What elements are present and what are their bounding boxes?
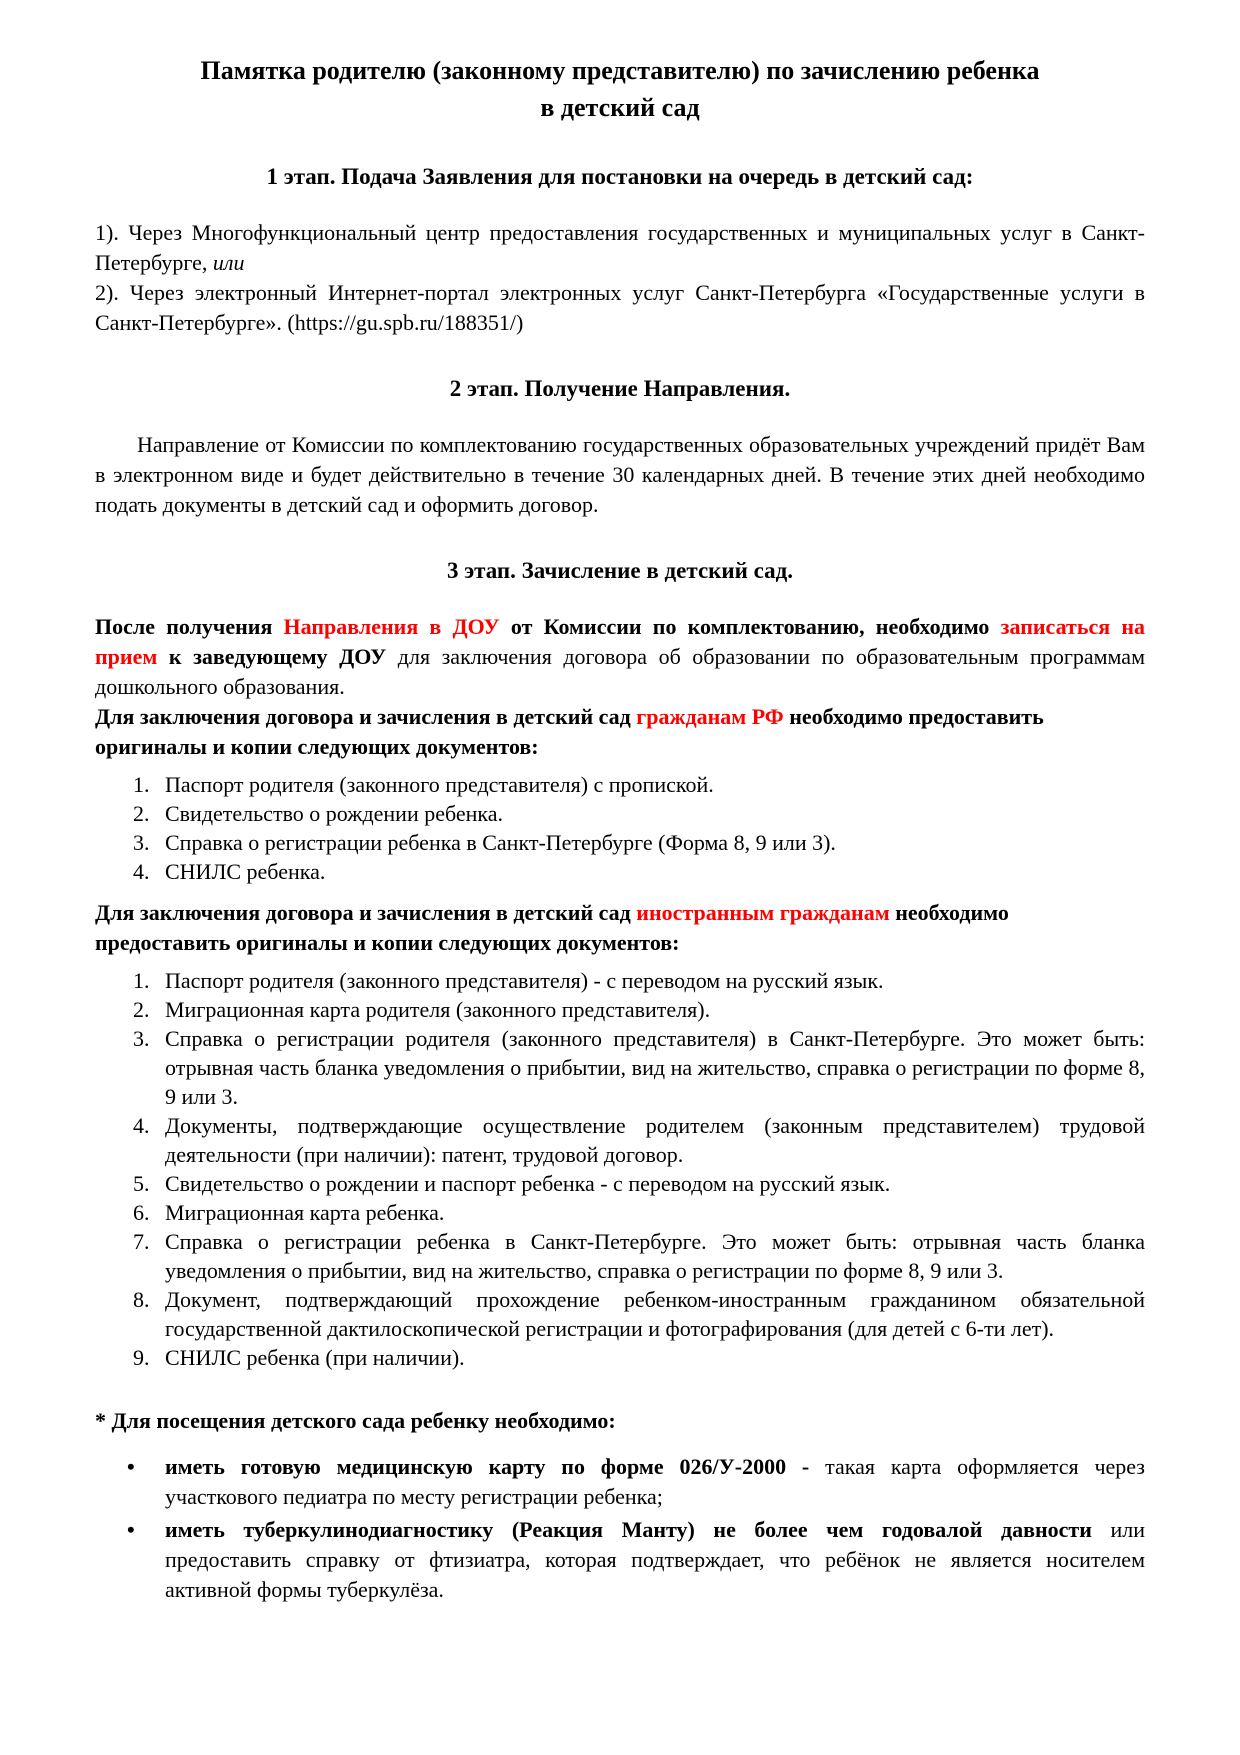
text-segment: Для заключения договора и зачисления в детский сад	[95, 704, 637, 729]
text-segment: 1). Через Многофункциональный центр предоставления государственных и муниципальных услуг в Санкт-Петербурге,	[95, 220, 1145, 275]
bullet-icon: •	[127, 1454, 135, 1479]
stage2-heading: 2 этап. Получение Направления.	[449, 376, 791, 401]
text-segment: или предоставить справку от фтизиатра, которая подтверждает, что ребёнок не является носителем активной формы туберкулёза.	[165, 1517, 1145, 1602]
list-item	[95, 995, 1145, 1024]
list-item	[95, 1169, 1145, 1198]
list-item-text: Справка о регистрации ребенка в Санкт-Петербурге. Это может быть: отрывная часть бланка уведомления о прибытии, вид на жительство, справка о регистрации по форме 8, 9 или 3.	[165, 1229, 1145, 1283]
list-item-text: Миграционная карта родителя (законного представителя).	[165, 997, 711, 1022]
text-segment: иметь готовую медицинскую карту по форме 026/У-2000 -	[165, 1454, 826, 1479]
list-item-text: Паспорт родителя (законного представителя) - с переводом на русский язык.	[165, 968, 884, 993]
text-segment: иметь туберкулинодиагностику (Реакция Манту) не более чем годовалой давности	[165, 1517, 1111, 1542]
list-item-text: Справка о регистрации родителя (законного представителя) в Санкт-Петербурге. Это может быть: отрывная часть бланка уведомления о прибытии, вид на жительство, справка о регистрации по форме 8, 9 или 3.	[165, 1026, 1145, 1109]
list-item-text: Свидетельство о рождении и паспорт ребенка - с переводом на русский язык.	[165, 1171, 891, 1196]
list-item-text: Свидетельство о рождении ребенка.	[165, 801, 504, 826]
text-segment: к заведующему ДОУ	[157, 644, 398, 669]
list-item-text: СНИЛС ребенка (при наличии).	[165, 1345, 465, 1370]
list-item	[95, 799, 1145, 828]
text-segment: для заключения договора об образовании по образовательным программам дошкольного образования.	[95, 644, 1145, 699]
title-line-2: в детский сад	[540, 93, 700, 122]
rf-documents-list	[95, 770, 1145, 886]
text-segment: необходимо предоставить оригиналы и копии следующих документов:	[95, 704, 1044, 759]
list-item	[95, 966, 1145, 995]
stage2-paragraph: Направление от Комиссии по комплектованию государственных образовательных учреждений придёт Вам в электронном виде и будет действительно в течение 30 календарных дней. В течение этих дней необходимо подать документы в детский сад и оформить договор.	[95, 432, 1145, 517]
list-item-text: Документ, подтверждающий прохождение ребенком-иностранным гражданином обязательной государственной дактилоскопической регистрации и фотографирования (для детей с 6-ти лет).	[165, 1287, 1145, 1341]
text-segment: После получения	[95, 614, 284, 639]
list-item	[95, 770, 1145, 799]
visiting-heading: * Для посещения детского сада ребенку необходимо:	[95, 1408, 616, 1433]
text-segment: от Комиссии по комплектованию, необходимо	[499, 614, 1001, 639]
text-segment: или	[212, 250, 245, 275]
list-item-text: Справка о регистрации ребенка в Санкт-Петербурге (Форма 8, 9 или 3).	[165, 830, 836, 855]
list-item	[95, 1515, 1145, 1605]
list-item-text: Миграционная карта ребенка.	[165, 1200, 445, 1225]
list-item	[95, 1111, 1145, 1169]
title-line-1: Памятка родителю (законному представителю) по зачислению ребенка	[200, 56, 1040, 85]
text-segment: гражданам РФ	[636, 704, 784, 729]
text-segment: необходимо предоставить оригиналы и копии следующих документов:	[95, 900, 1009, 955]
list-item	[95, 1285, 1145, 1343]
list-item	[95, 1024, 1145, 1111]
foreign-documents-lead	[95, 898, 1145, 958]
list-item-text: Документы, подтверждающие осуществление родителем (законным представителем) трудовой деятельности (при наличии): патент, трудовой договор.	[165, 1113, 1145, 1167]
list-item	[95, 1343, 1145, 1372]
document-title	[95, 52, 1145, 126]
list-item	[95, 1452, 1145, 1512]
text-segment: 2). Через электронный Интернет-портал электронных услуг Санкт-Петербурга «Государственные услуги в Санкт-Петербурге». (https://gu.spb.ru/188351/)	[95, 280, 1145, 335]
list-item	[95, 828, 1145, 857]
bullet-icon: •	[127, 1517, 135, 1542]
text-segment: записаться на прием	[95, 614, 1145, 669]
rf-documents-lead	[95, 702, 1145, 762]
list-item-text: Паспорт родителя (законного представителя) с пропиской.	[165, 772, 714, 797]
text-segment: такая карта оформляется через участкового педиатра по месту регистрации ребенка;	[165, 1454, 1146, 1509]
foreign-documents-list	[95, 966, 1145, 1372]
visiting-requirements-list	[95, 1452, 1145, 1605]
list-item-text: СНИЛС ребенка.	[165, 859, 326, 884]
list-item	[95, 1198, 1145, 1227]
list-item	[95, 857, 1145, 886]
text-segment: Направления в ДОУ	[283, 614, 500, 639]
list-item	[95, 1227, 1145, 1285]
stage1-point-2	[95, 278, 1145, 338]
stage1-heading: 1 этап. Подача Заявления для постановки на очередь в детский сад:	[266, 164, 974, 189]
text-segment: Для заключения договора и зачисления в детский сад	[95, 900, 637, 925]
text-segment: иностранным гражданам	[636, 900, 890, 925]
stage3-intro	[95, 612, 1145, 702]
stage1-point-1	[95, 218, 1145, 278]
stage3-heading: 3 этап. Зачисление в детский сад.	[446, 558, 794, 583]
